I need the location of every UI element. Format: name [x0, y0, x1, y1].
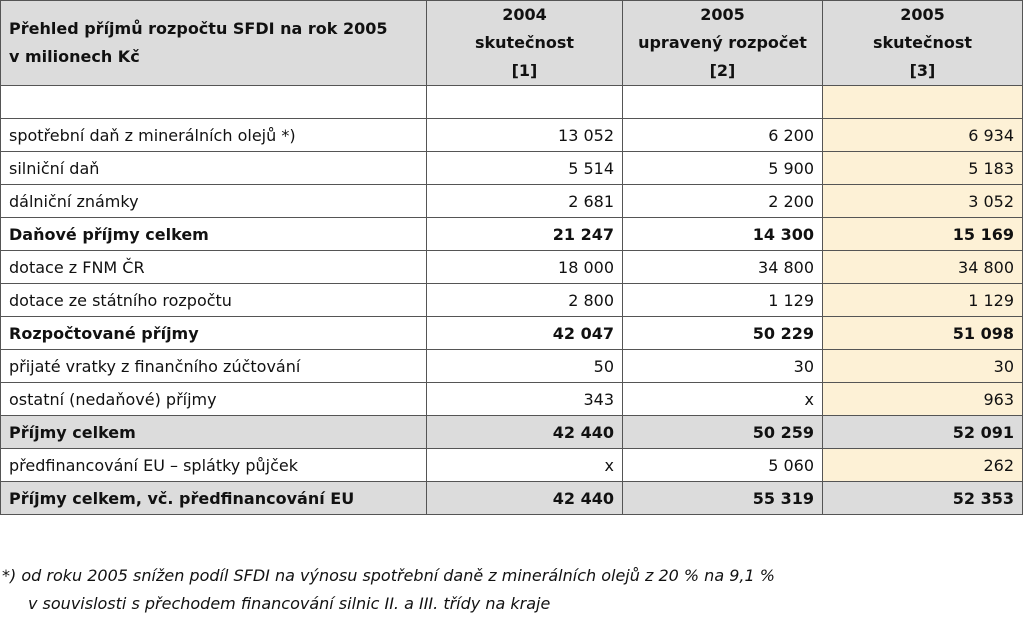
table-row: dálniční známky 2 681 2 200 3 052 — [1, 185, 1023, 218]
footnote-line-1: *) od roku 2005 snížen podíl SFDI na výnosu spotřební daně z minerálních olejů z 20 % na 9,1 % — [2, 566, 775, 585]
footnote — [2, 562, 775, 618]
table-row: ostatní (nedaňové) příjmy 343 x 963 — [1, 383, 1023, 416]
table-row: přijaté vratky z finančního zúčtování 50 30 30 — [1, 350, 1023, 383]
total-row: Příjmy celkem 42 440 50 259 52 091 — [1, 416, 1023, 449]
header-row — [1, 1, 1023, 86]
subtotal-row: Daňové příjmy celkem 21 247 14 300 15 169 — [1, 218, 1023, 251]
column-header-2005-actual: 2005 skutečnost [3] — [823, 1, 1023, 86]
spacer-row — [1, 86, 1023, 119]
title-line-1: Přehled příjmů rozpočtu SFDI na rok 2005 — [9, 19, 388, 38]
table-row: dotace z FNM ČR 18 000 34 800 34 800 — [1, 251, 1023, 284]
table-title — [1, 1, 427, 86]
table-row: silniční daň 5 514 5 900 5 183 — [1, 152, 1023, 185]
title-line-2: v milionech Kč — [9, 47, 140, 66]
grand-total-row: Příjmy celkem, vč. předfinancování EU 42 440 55 319 52 353 — [1, 482, 1023, 515]
column-header-2005-budget: 2005 upravený rozpočet [2] — [623, 1, 823, 86]
table-row: předfinancování EU – splátky půjček x 5 060 262 — [1, 449, 1023, 482]
column-header-2004-actual: 2004 skutečnost [1] — [427, 1, 623, 86]
footnote-line-2: v souvislosti s přechodem financování silnic II. a III. třídy na kraje — [28, 594, 551, 613]
subtotal-row: Rozpočtované příjmy 42 047 50 229 51 098 — [1, 317, 1023, 350]
table-row: dotace ze státního rozpočtu 2 800 1 129 1 129 — [1, 284, 1023, 317]
table-row: spotřební daň z minerálních olejů *) 13 052 6 200 6 934 — [1, 119, 1023, 152]
